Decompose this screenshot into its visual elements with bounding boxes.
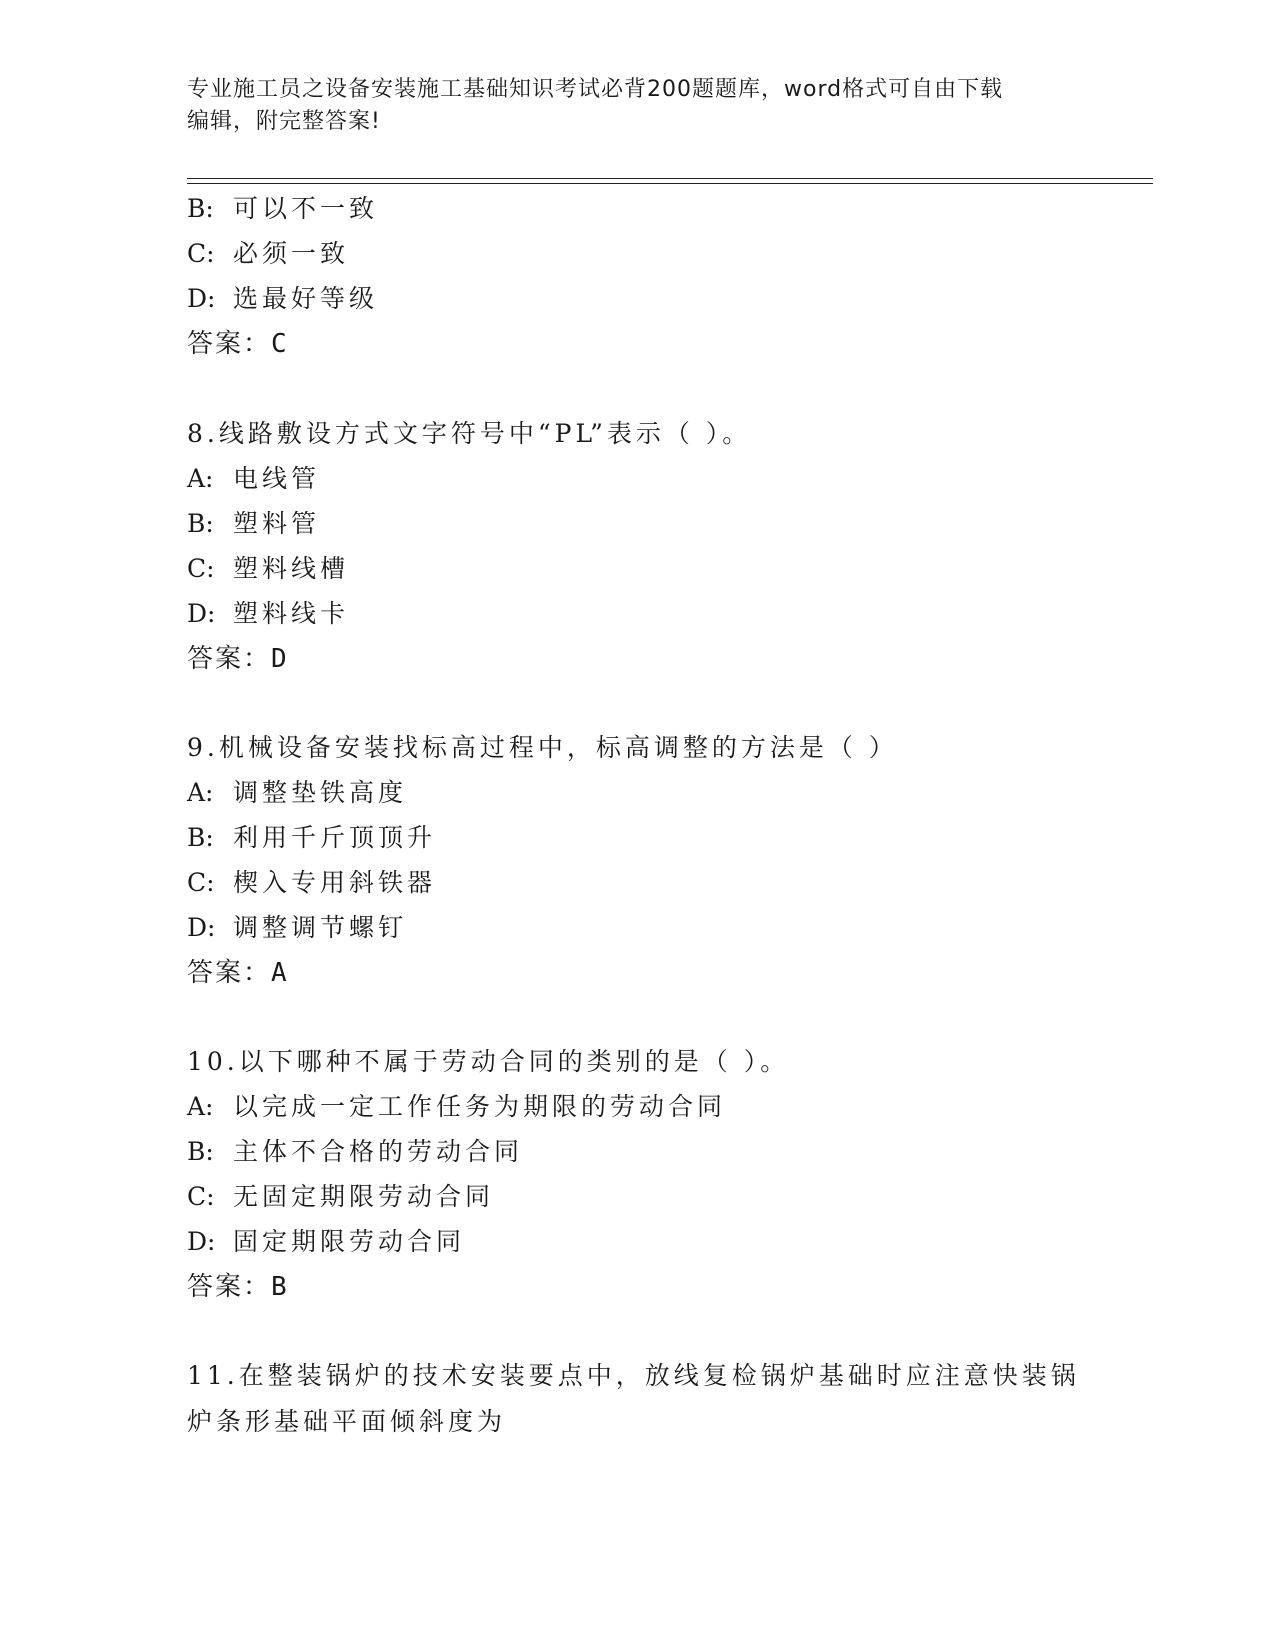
q8-answer	[187, 642, 287, 676]
option-label: D:	[187, 284, 216, 313]
q7-option-b	[187, 192, 378, 226]
option-label: B:	[187, 1137, 214, 1166]
option-label: C:	[187, 868, 215, 897]
option-text: 塑料管	[233, 509, 321, 538]
q8-question: 8.线路敷设方式文字符号中“PL”表示（ ）。	[187, 419, 752, 448]
option-label: B:	[187, 194, 214, 223]
option-text: 必须一致	[233, 239, 350, 268]
header-title-line-1: 专业施工员之设备安装施工基础知识考试必背200题题库，word格式可自由下载	[187, 77, 1004, 102]
option-text: 选最好等级	[233, 284, 379, 313]
option-text: 以完成一定工作任务为期限的劳动合同	[233, 1092, 727, 1121]
q9-question: 9.机械设备安装找标高过程中，标高调整的方法是（ ）	[187, 733, 898, 762]
answer-label: 答案：	[187, 1272, 272, 1302]
q9-option-c	[187, 866, 436, 900]
q8-option-c	[187, 552, 349, 586]
q10-option-b	[187, 1135, 523, 1169]
option-text: 调整垫铁高度	[233, 778, 408, 807]
option-label: B:	[187, 823, 214, 852]
q11-question: 11.在整装锅炉的技术安装要点中，放线复检锅炉基础时应注意快装锅炉条形基础平面倾斜度为	[187, 1361, 1080, 1436]
option-label: D:	[187, 913, 216, 942]
option-text: 塑料线槽	[233, 554, 350, 583]
q8-option-d	[187, 597, 349, 631]
option-text: 无固定期限劳动合同	[233, 1182, 495, 1211]
option-text: 利用千斤顶顶升	[233, 823, 437, 852]
option-label: D:	[187, 599, 216, 628]
answer-label: 答案：	[187, 958, 272, 988]
document-header	[187, 74, 1087, 138]
option-label: C:	[187, 554, 215, 583]
option-text: 固定期限劳动合同	[233, 1227, 466, 1256]
q8-option-b	[187, 507, 320, 541]
q10-question: 10.以下哪种不属于劳动合同的类别的是（ ）。	[187, 1047, 790, 1076]
option-label: B:	[187, 509, 214, 538]
answer-label: 答案：	[187, 329, 272, 359]
q7-answer	[187, 327, 287, 361]
option-text: 调整调节螺钉	[233, 913, 408, 942]
option-text: 电线管	[233, 464, 321, 493]
header-title-line-2: 编辑，附完整答案!	[187, 109, 381, 134]
option-text: 可以不一致	[233, 194, 379, 223]
option-text: 主体不合格的劳动合同	[233, 1137, 524, 1166]
option-label: D:	[187, 1227, 216, 1256]
q10-option-a	[187, 1090, 726, 1124]
q9-option-b	[187, 821, 436, 855]
option-text: 塑料线卡	[233, 599, 350, 628]
option-label: C:	[187, 1182, 215, 1211]
q7-option-d	[187, 282, 378, 316]
option-label: A:	[187, 464, 214, 493]
answer-value: A	[271, 958, 287, 988]
answer-value: D	[271, 644, 287, 674]
q9-answer	[187, 956, 287, 990]
q8-option-a	[187, 462, 320, 496]
header-divider-top	[187, 178, 1153, 179]
answer-label: 答案：	[187, 644, 272, 674]
q7-option-c	[187, 237, 349, 271]
answer-value: B	[271, 1272, 287, 1302]
header-divider-bottom	[187, 183, 1153, 184]
option-text: 楔入专用斜铁器	[233, 868, 437, 897]
q9-option-a	[187, 776, 407, 810]
q10-option-d	[187, 1225, 465, 1259]
q10-answer	[187, 1270, 287, 1304]
q9-option-d	[187, 911, 407, 945]
q10-option-c	[187, 1180, 494, 1214]
option-label: C:	[187, 239, 215, 268]
option-label: A:	[187, 778, 214, 807]
option-label: A:	[187, 1092, 214, 1121]
answer-value: C	[271, 329, 287, 359]
